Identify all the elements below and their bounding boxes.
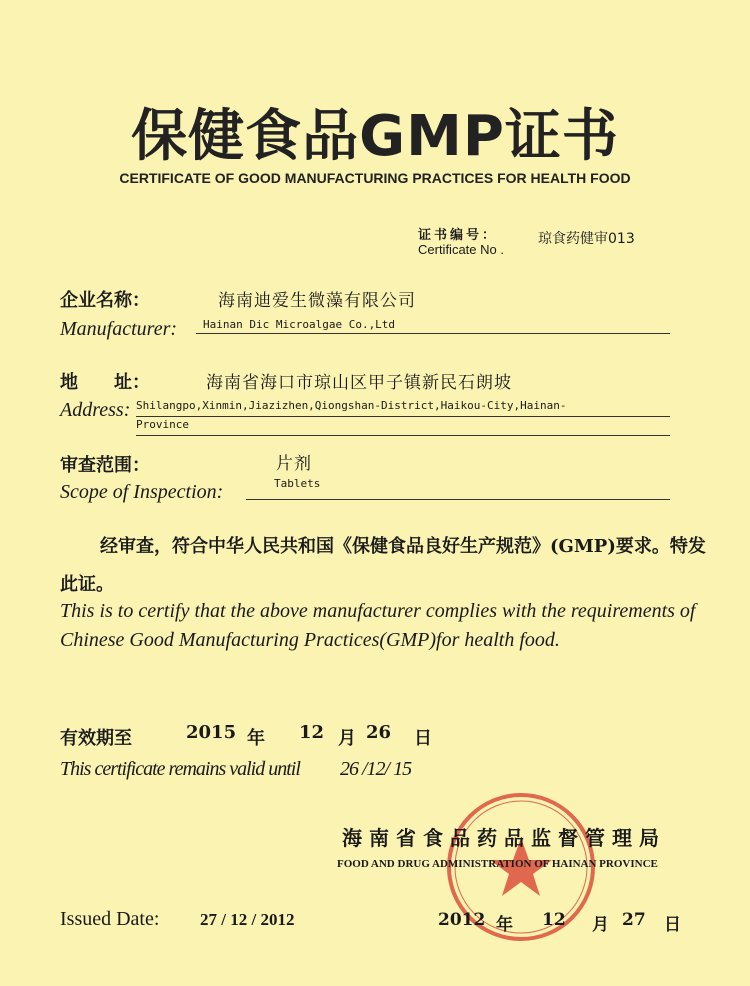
issued-year: 2012 — [438, 910, 486, 930]
issued-year-unit: 年 — [496, 915, 513, 935]
validity-year-unit: 年 — [247, 728, 265, 749]
scope-value-cn: 片剂 — [276, 454, 312, 474]
certificate-no-value: 琼食药健审013 — [538, 231, 635, 247]
address-label-cn: 地 址： — [60, 372, 150, 393]
validity-month: 12 — [299, 722, 325, 743]
issuer-name-cn: 海南省食品药品监督管理局 — [342, 826, 666, 850]
manufacturer-underline — [196, 333, 670, 334]
validity-day: 26 — [366, 722, 392, 743]
scope-label-en: Scope of Inspection: — [60, 481, 224, 503]
scope-underline — [246, 499, 670, 500]
validity-date-en: 26 /12/ 15 — [340, 758, 412, 780]
address-underline — [136, 416, 670, 417]
issued-month: 12 — [542, 910, 566, 930]
address-underline-2 — [136, 435, 670, 436]
issued-day: 27 — [622, 910, 646, 930]
manufacturer-value-en: Hainan Dic Microalgae Co.,Ltd — [203, 318, 396, 331]
issued-day-unit: 日 — [664, 915, 681, 935]
address-label-en: Address: — [60, 399, 131, 421]
statement-en: This is to certify that the above manufacturer complies with the requirements of Chinese Good Manufacturing Practices(GMP)for health food. — [60, 600, 696, 651]
scope-value-en: Tablets — [274, 477, 321, 490]
issuer-name-en: FOOD AND DRUG ADMINISTRATION OF HAINAN PROVINCE — [337, 858, 658, 870]
certificate-title-cn: 保健食品GMP证书 — [131, 104, 619, 169]
certificate-no-label-cn: 证书编号： — [418, 228, 499, 243]
validity-month-unit: 月 — [338, 728, 356, 749]
certificate-no-label-en: Certificate No . — [418, 242, 504, 257]
issued-date-en: 27 / 12 / 2012 — [200, 910, 295, 929]
validity-day-unit: 日 — [414, 728, 432, 749]
statement-cn: 经审查，符合中华人民共和国《保健食品良好生产规范》(GMP)要求。特发此证。 — [60, 536, 706, 595]
manufacturer-label-cn: 企业名称： — [60, 290, 150, 311]
validity-label-en: This certificate remains valid until — [60, 758, 300, 780]
validity-year: 2015 — [186, 722, 237, 743]
manufacturer-value-cn: 海南迪爱生微藻有限公司 — [218, 291, 416, 311]
address-value-en-line1: Shilangpo,Xinmin,Jiazizhen,Qiongshan-District,Haikou-City,Hainan- — [136, 399, 567, 412]
scope-label-cn: 审查范围： — [60, 455, 150, 476]
validity-label-cn: 有效期至 — [60, 728, 132, 749]
address-value-cn: 海南省海口市琼山区甲子镇新民石朗坡 — [206, 373, 512, 393]
issued-month-unit: 月 — [592, 915, 609, 935]
certificate-title-en: CERTIFICATE OF GOOD MANUFACTURING PRACTICES FOR HEALTH FOOD — [119, 170, 631, 186]
manufacturer-label-en: Manufacturer: — [60, 318, 178, 340]
address-value-en-line2: Province — [136, 418, 189, 431]
issued-date-label-en: Issued Date: — [60, 908, 160, 930]
